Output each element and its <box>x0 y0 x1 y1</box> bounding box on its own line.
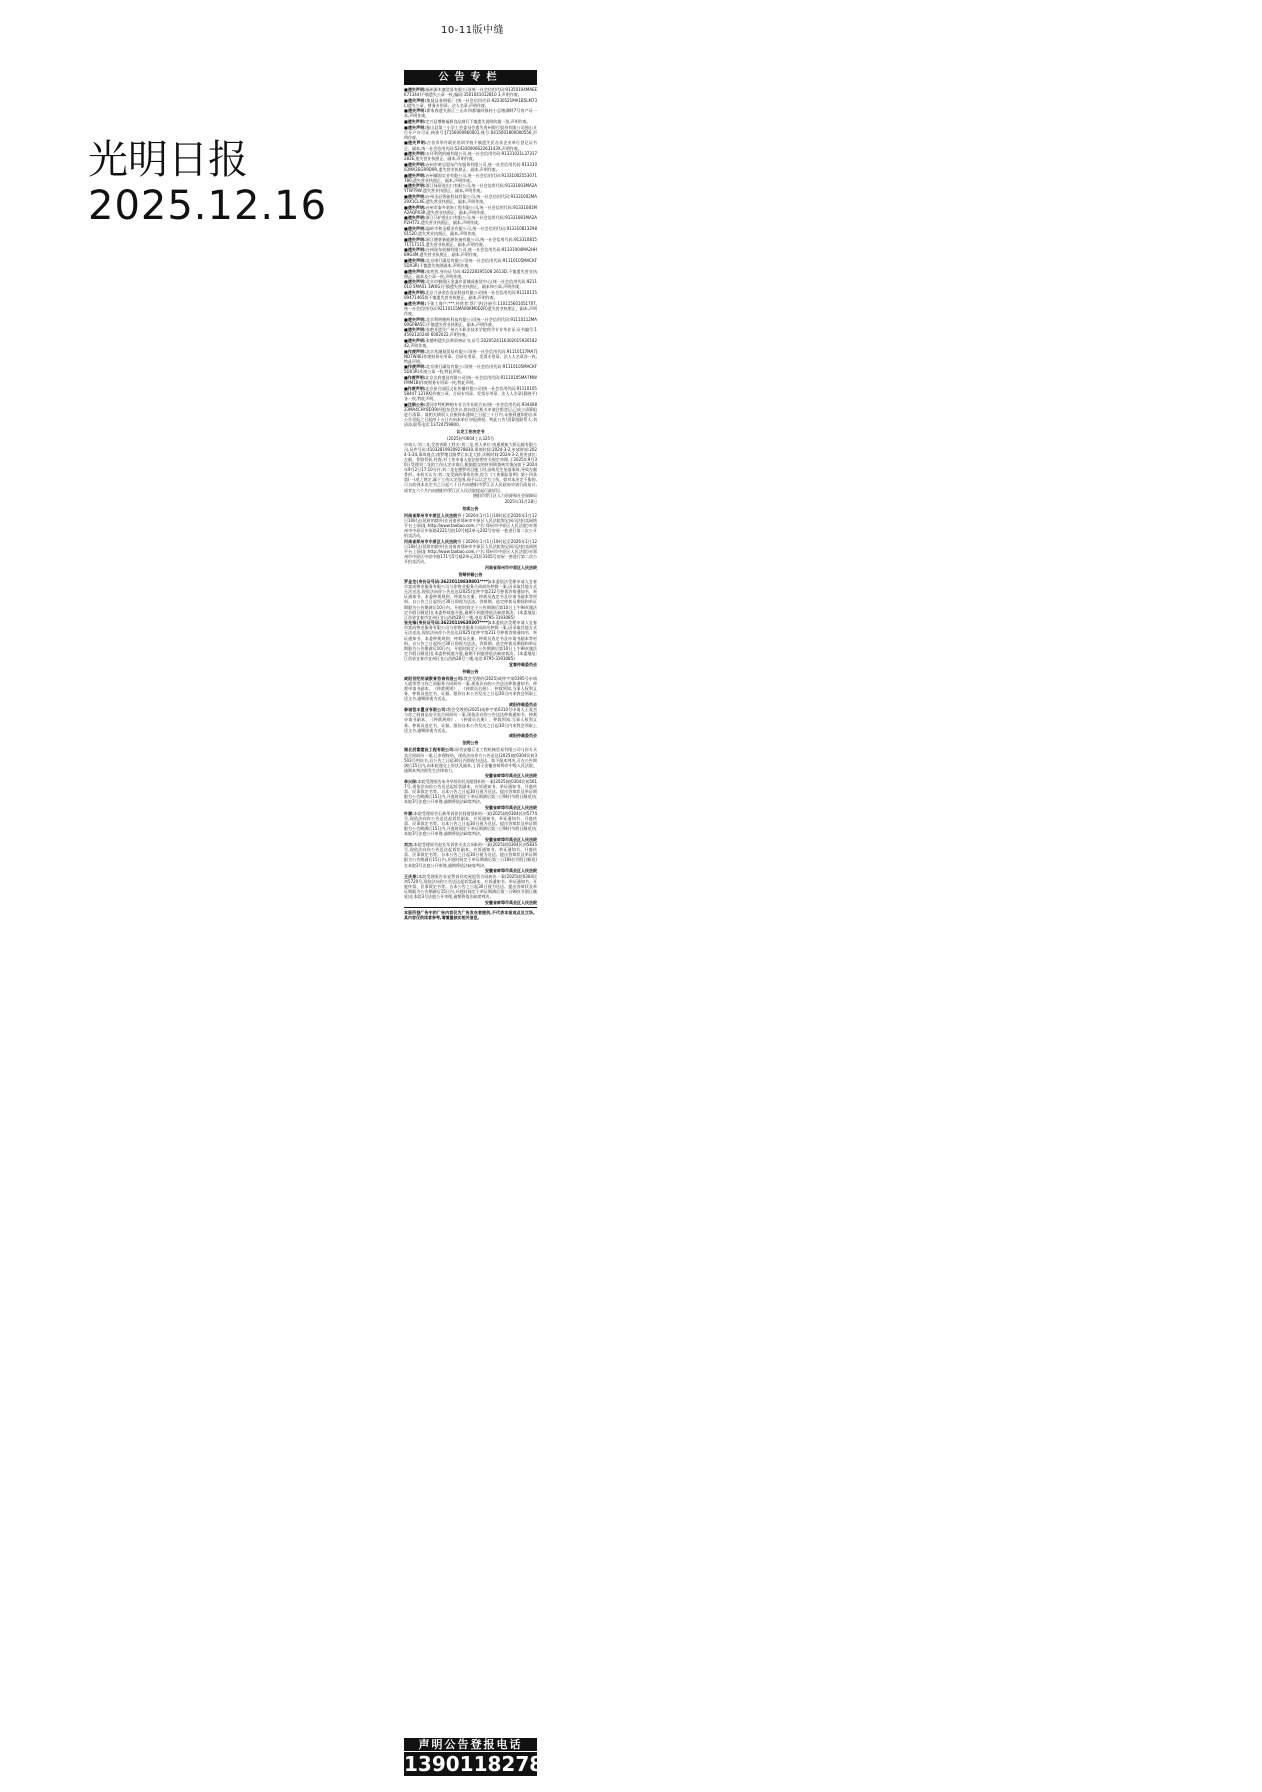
notice-heading: ■作废声明: <box>404 364 426 370</box>
notice-item <box>404 173 537 183</box>
notice-item <box>404 98 537 108</box>
notice-signoff: 咸阳仲裁委员会 <box>509 701 537 707</box>
notice-item <box>404 125 537 140</box>
notice-item <box>404 119 537 124</box>
decision-signoff: 德阳市罗江区人力资源和社会保障局 <box>473 493 537 499</box>
paper-name: 光明日报 <box>88 137 248 183</box>
notice-heading: ■遗失声明: <box>404 151 426 157</box>
notice-item <box>404 162 537 172</box>
notice-heading: 河南省郑州市中原区人民法院 <box>404 512 458 518</box>
notice-heading: ■遗失声明: <box>404 258 426 263</box>
notice-item <box>404 205 537 215</box>
notice-item <box>404 747 537 772</box>
notice-body: 浙江德豪新能源装备有限公司,统一社会信用代码:91331081571717115,遗失营业执照正、副本,声明作废。 <box>404 236 537 247</box>
disclaimer: 本版所登广告中的广告内容仅为广告发布者提供,不代表本报观点及立场。其内容仅供读者参考,请慎重核实相关信息。 <box>404 909 537 920</box>
notice-heading: ■遗失声明: <box>404 87 426 92</box>
notice-body: 集贤县春明板厂(统一社会信用代码:92230521MA1B5LM73L)遗失公章、财务专用章、法人名章,声明作废。 <box>404 97 537 108</box>
notice-body: 台州市黄岩恩东汽车服务有限公司,统一社会信用代码:91331003MA2EGR9D9R,遗失营业执照正、副本,声明作废。 <box>404 161 537 172</box>
notice-heading: ■遗失声明: <box>404 337 426 343</box>
decision-body: 申请人:刘二龙,受伤害职工姓名:刘二龙,用人单位:南通建航大桥运输有限公司,证件号码:410328199209278830,事故时间:2024-3-2,申请时间:2024-3-24,事故地点:南罗塘目路罗江东北大桥,诊断时间:2024-3-2,伤害部位:左腿、骨胳骨折,经查,对工伤申请人依法按照有关规定审理,于2025年9月30日受理刘二龙的工伤认定申请后,根据提交的材料调查核实情况如下:2024年9月2日17:10分许,刘二龙在德罗项目施工时,因故发生坠落事故,导致左腿骨折。本机关认为:刘二龙受到的事故伤害,符合《工伤保险条例》第十四条第(一)项之规定,属于工伤认定范围,现予以认定为工伤。如对本决定不服的,可自收到本决定书之日起六十日内向德阳市罗江区人民政府申请行政复议,或者在六个月内向德阳市罗江区人民法院提起行政诉讼。 <box>404 441 537 493</box>
notice-item <box>404 290 537 300</box>
notice-heading: ■作废声明: <box>404 375 426 381</box>
notice-body: 北京名府盛昌有限公司(统一社会信用代码:91110105MA7MWFMM1B)作废财务专用章一枚,特此声明。 <box>404 375 537 386</box>
notice-body: 北京立泽金农食品科技有限公司(统一社会信用代码:91110115094714654)不慎遗失营业执照正、副本,声明作废。 <box>404 290 537 301</box>
notice-heading: ■遗失声明: <box>404 119 426 125</box>
auction-list <box>404 513 537 564</box>
notice-item <box>404 140 537 150</box>
notice-item <box>404 375 537 385</box>
notice-body: 我会受理的(2025)咸仲字第0395号申请人就荣等与你之间服务合同纠纷一案,现依法向你公告送达仲裁通知书、仲裁申请书副本、《仲裁规则》、《仲裁员名册》、仲裁须知,当事人权利义务、仲裁员选定书、证据。限你自本公告发出之日起30日内来我会领取上述文书,逾期即视为送达。 <box>404 675 537 702</box>
notice-body: 温岭市和圣精业有限公司,统一社会信用代码:91331081329801520,遗失营业执照正、副本,声明作废。 <box>404 225 537 237</box>
notice-item <box>404 402 537 427</box>
footer-label: 声明公告登报电话 <box>404 1738 537 1751</box>
notice-item <box>404 779 537 804</box>
paper-date: 2025.12.16 <box>88 183 328 229</box>
notice-heading: ■遗失声明: <box>404 225 426 231</box>
notice-heading: ■遗失声明: <box>404 108 427 114</box>
notice-item <box>404 676 537 701</box>
notice-heading: ■遗失声明: <box>404 204 426 210</box>
notice-item <box>404 108 537 118</box>
notice-body: 台州晟东机械有限公司,统一社会信用代码:91331004MA2HHB9G4M,遗失营业执照正、副本,声明作废。 <box>404 247 537 258</box>
notice-heading: 河南省郑州市中原区人民法院 <box>404 538 458 544</box>
notice-heading: ■遗失声明: <box>404 300 427 306</box>
notice-item <box>404 874 537 899</box>
notice-item <box>404 707 537 732</box>
notice-item <box>404 301 537 316</box>
notice-body: 台州耀固实业有限公司,统一社会信用代码:91331002553071780,遗失营业执照正、副本,声明作废。 <box>404 172 537 183</box>
notice-body: 北京市朝阳区金盏乡雷城成畜贸中心(统一社会信用代码:9211010 5MA01 3WXG)不慎遗失营业执照正、副本和公章,声明作废。 <box>404 279 537 290</box>
notice-body: 北京星合国际文化传播有限公司(统一社会信用代码:9111010558447 1219X)作废公章、合同专用章、发票专用章、法人人名章(葛晓平)各一枚,特此声明。 <box>404 385 537 401</box>
notice-item <box>404 151 537 161</box>
footer-phone: 13901182789 <box>404 1752 558 1776</box>
notice-body: 定兴县增粮福源食品商行不慎遗失说明收据一张,声明作废。 <box>425 119 531 125</box>
auction-title: 拍卖公告 <box>462 505 479 511</box>
notice-heading: ■遗失声明: <box>404 279 426 285</box>
notice-item <box>404 237 537 247</box>
notice-body: 本院受理原告赵长军诉你买卖合同纠纷一案(2025)皖0304民初5835号,现依法向你公告送达起诉状副本、应诉通知书、举证通知书、开庭传票、民事裁定书等。自本公告之日起30日视为送达。提出答辩状及举证期限为公告期满后15日内,开庭时间定于举证期满后第三日10时(节假日顺延)在本院3号法庭公开审理,逾期将依法缺席判决。 <box>404 842 537 868</box>
notice-heading: ■注销公告: <box>404 401 426 407</box>
notice-item <box>404 194 537 204</box>
notices-list <box>404 87 537 427</box>
notice-signoff: 安徽省蚌埠市禹会区人民法院 <box>485 773 537 779</box>
notice-item <box>404 87 537 97</box>
notice-item <box>404 513 537 538</box>
court-list <box>404 747 537 904</box>
notice-body: 张德明遗失医师资格证书,证号:202052411630201593018242,声明作废。 <box>404 337 537 348</box>
notice-item <box>404 338 537 348</box>
notice-body: 北京利明德药科技有限公司(统一社会信用代码:91110112MA00GP8A5C)不慎遗失营业执照正、副本,声明作废。 <box>404 316 537 327</box>
notice-body: 将于2026年1月1日10时起至2026年1月12日10时止(延时的除外)在河南省郑州市中原区人民法院淘宝网司法拍卖网络平台上(网址:http://www.taobao.com,户名:郑州市中原区人民法院)对郑州市中原区中原路2221号院10号楼2单元202号房屋一套进行第二次公开拍卖活动。 <box>404 512 537 539</box>
decision-title: 认定工伤决定书 <box>456 429 485 434</box>
arbitration-title: 答辩仲裁公告 <box>458 571 483 577</box>
notice-item <box>404 579 537 620</box>
notice-body: 台州圣辰智能科技有限公司,统一社会信用代码:91331002MA29X1CLXE,遗失营业执照正、副本,声明作废。 <box>404 193 537 204</box>
notice-heading: 湖北辰富建设工程有限公司: <box>404 747 455 753</box>
notice-body: 本院受理原告朱冬华诉你民间借贷纠纷一案(2025)皖0304民初5617号,现依法向你公告送达起诉状副本、应诉通知书、举证通知书、开庭传票、民事裁定书等。自本公告之日起30日视为送达。提出答辩状及举证期限为公告期满后15日内,开庭时间定于举证期满后第三日9时(节假日顺延)在本院3号法庭公开审理,逾期将依法缺席判决。 <box>404 779 537 805</box>
arbitration2-list <box>404 676 537 739</box>
notice-heading: ■遗失声明: <box>404 124 426 130</box>
notice-heading: 罗金龙(身份证号码:36220119830801****): <box>404 579 492 585</box>
notice-item <box>404 349 537 364</box>
decision-number: (2025)庐0604工认325号 <box>446 436 495 442</box>
notice-signoff: 安徽省蚌埠市禹会区人民法院 <box>485 804 537 810</box>
notice-item <box>404 539 537 564</box>
notice-heading: 张先锋(身份证号码:36220119630307****): <box>404 620 492 626</box>
notice-body: 五环利剑机械有限公司,统一社会信用代码:91331021L37317282E,遗失营业执照正、副本,声明作废。 <box>404 151 537 162</box>
notice-heading: ■遗失声明: <box>404 183 426 189</box>
notice-body: 本委依法受理申请人宜春市富成物业服务有限公司与你物业服务合同纠纷仲裁一案,因采取其他方式无法送达,现依法向你公告送达(2025)宜仲字第212号仲裁答辩通知书、举证通知书、本委仲裁规则、仲裁员名册、仲裁员选定书及申请书副本等材料。自公告之日起经过30日即视为送达。答辩期、选定仲裁员期间和举证期限为公告期满后10日内。开庭时间定于公告期满后第10日上午9时(遇法定节假日顺延)在本委仲裁庭开庭,逾期不到庭将依法缺席裁决。(本委地址:江西省宜春市宜州区宜山西路28号三楼,电话:0795-3193085) <box>404 579 537 620</box>
notice-heading: ■作废声明: <box>404 348 426 354</box>
notice-heading: ■遗失声明: <box>404 290 426 296</box>
arbitration-signoff: 宜春仲裁委员会 <box>509 661 537 667</box>
notice-item <box>404 258 537 268</box>
notice-body: 张艳芳遗失广州五羊职业技术学院药学专业毕业证,证书编号:14592120240 6002022,声明作废。 <box>404 327 537 338</box>
notice-item <box>404 279 537 289</box>
notice-body: 本院受理原告朱安然诉你房屋租赁合同纠纷一案(2025)皖0304民初5720号,现依法向你公告送达起诉状副本、应诉通知书、举证通知书、开庭传票、民事裁定书等。自本公告之日起30日视为送达。提出答辩状及举证期限为公告期满后15日内,开庭时间定于举证期满后第三日9时(节假日顺延)在本院3号法庭公开审理,逾期将依法缺席判决。 <box>404 873 537 900</box>
notice-item <box>404 269 537 279</box>
notice-item <box>404 317 537 327</box>
notice-item <box>404 386 537 401</box>
notice-body: 渭河市特桁种植专业合作社联合社(统一社会信用代码:93440823MA4CHY8D39)经股东会决议,拟向登记机关申请注销登记,已成立清算组进行清算。请相关债权人自接到本通知之日起三十日内,未接到通知的自本公告见报之日起四十五日内向本单位申报债权。特此公告!清算组联系人:刘清涛,联系电话:13724759800。 <box>404 401 537 427</box>
column-title: 公告专栏 <box>404 70 537 85</box>
notice-signoff: 咸阳仲裁委员会 <box>509 733 537 739</box>
notice-body: 翟家春遗失浙江三山市四都镇四都村小总塘湖畔7号房产证一本,声明作废。 <box>404 108 537 119</box>
notice-heading: ■遗失声明: <box>404 193 426 199</box>
notice-heading: ■遗失声明: <box>404 161 426 167</box>
notice-body: 本院受理原告石新华诉你民间借贷纠纷一案(2025)皖0304民初5774号,现依法向你公告送达起诉状副本、应诉通知书、举证通知书、开庭传票、民事裁定书等。自本公告之日起30日视为送达。提出答辩状及举证期限为公告期满后15日内,开庭时间定于举证期满后第三日9时(节假日顺延)在本院3号法庭公开审理,逾期将依法缺席判决。 <box>404 810 537 836</box>
notice-heading: ■遗失声明: <box>404 140 427 146</box>
notice-heading: 咸阳世纪明诚教育咨询有限公司: <box>404 675 464 681</box>
notice-heading: ■遗失声明: <box>404 268 426 274</box>
notice-heading: ■遗失声明: <box>404 327 426 333</box>
court-title: 法院公告 <box>462 740 479 746</box>
notice-item <box>404 215 537 225</box>
notice-body: 原告安徽巨龙工程机械贸易有限公司与你方买卖合同纠纷一案,已审理终结。现依法向你方公告送达(2025)皖0304民初3503号判决书,自公告之日起30日内即视为送达。如不服本判决,可在公告期满后15日内,向本院递交上诉状及副本,上诉于安徽省蚌埠市中级人民法院。逾期本判决即发生法律效力。 <box>404 747 537 773</box>
notice-body: 北京兆融晟贸易有限公司(统一社会信用代码:91110117MA7JND7W4E)作废财务专用章、合同专用章、发票专用章、法人人名章各一枚,特此声明。 <box>404 348 537 364</box>
notice-body: 北京康行碳信有限公司(统一社会信用代码:91110105MACKF5DX3R)作废公章一枚,特此声明。 <box>404 364 537 375</box>
notice-body: 本委依法受理申请人宜春市富成物业服务有限公司与你物业服务合同纠纷仲裁一案,因采取其他方式无法送达,现依法向你公告送达(2025)宜仲字第211号仲裁答辩通知书、举证通知书、本委仲裁规则、仲裁员名册、仲裁员选定书及申请书副本等材料。自公告之日起经过30日即视为送达。答辩期、选定仲裁员期间和举证期限为公告期满后10日内。开庭时间定于公告期满后第10日上午9时(遇法定节假日顺延)在本委仲裁庭开庭,逾期不到庭将依法缺席裁决。(本委地址:江西省宜春市宜州区宜山西路28号三楼,电话:0795-3193085) <box>404 620 537 661</box>
notice-body: 福州源木旗贸易有限公司(统一社会信用代码:91350104MAEEK71344)不慎遗失公章一枚,编码:3501041012810 3,声明作废。 <box>404 87 537 98</box>
notice-item <box>404 364 537 374</box>
notice-item <box>404 327 537 337</box>
notice-heading: 王庆果: <box>404 873 419 879</box>
header-note: 10-11版中缝 <box>441 25 505 36</box>
notice-body: 将于2026年1月1日10时起至2026年1月12日10时止(延时的除外)在河南省郑州市中原区人民法院淘宝网司法拍卖网络平台上(网址:http://www.taobao.com,户名:郑州市中原区人民法院)对郑州市中原区中原中路171号5号楼2单元31层3105号房屋一套进行第二次公开拍卖活动。 <box>404 538 537 565</box>
notice-heading: ■遗失声明: <box>404 247 426 253</box>
notice-heading: 刘杰: <box>404 842 414 848</box>
notice-signoff: 安徽省蚌埠市禹会区人民法院 <box>485 899 537 905</box>
arbitration-list <box>404 579 537 661</box>
notice-body: 张营营,身份证号码:422228195108 2613D,不慎遗失营业执照正、副本及公章一枚,声明作废。 <box>404 268 537 279</box>
notice-heading: 李兴保: <box>404 779 418 784</box>
notice-item <box>404 620 537 661</box>
decision-date: 2025年11月28日 <box>504 498 537 504</box>
notice-item <box>404 842 537 867</box>
notice-heading: ■遗失声明: <box>404 172 426 178</box>
notice-item <box>404 226 537 236</box>
notice-body: 北京康行碳信有限公司(统一社会信用代码:91110105MACKF5DX3R)不慎遗失执照副本,声明作废。 <box>404 258 537 269</box>
arbitration-court-line: 河南省郑州市中原区人民法院 <box>485 564 537 570</box>
notice-body: 个体工商户:***,经营者:蔡广华(注册号:110115601051707,统一社会信用代码:92110115MA00KM0D2R)遗失营业执照正、副本,声明作废。 <box>404 300 537 316</box>
notice-body: 独山县第三小学工会委员会遗失贵州银行股份有限公司独山支行开户许可证,核准号:J7156000960001,账号:0415001800000556,声明作废。 <box>404 124 537 140</box>
arbitration2-title: 仲裁公告 <box>462 668 479 674</box>
notice-heading: ■遗失声明: <box>404 215 426 221</box>
notice-body: 吉首市华丹职业培训学校不慎遗失民办非企业单位登记证书正、副本,统一社会信用代码:52433000662263143X,声明作废。 <box>404 140 537 151</box>
notice-item <box>404 183 537 193</box>
notice-heading: ■作废声明: <box>404 385 426 391</box>
notice-body: 浙江绿留进出口有限公司,统一社会信用代码:91331003MA2AYTWT9W,遗失营业执照正、副本,声明作废。 <box>404 183 537 194</box>
notice-heading: ■遗失声明: <box>404 316 426 322</box>
notice-body: 我会受理的(2025)咸仲字第0310号申请人王爱杰与你之间商品房买卖合同纠纷一案,现依法向你公告送达仲裁通知书、仲裁申请书副本、《仲裁规则》、《仲裁员名册》、仲裁须知,当事人权利义务、仲裁员选定书、证据。限你自本公告发出之日起30日内来我会领取上述文书,逾期即视为送达。 <box>404 707 537 733</box>
notice-item <box>404 247 537 257</box>
notice-heading: 泰诚恒丰置业有限公司: <box>404 707 447 713</box>
notice-signoff: 安徽省蚌埠市禹会区人民法院 <box>485 836 537 842</box>
footer-block <box>404 1738 558 1776</box>
notice-column <box>404 70 537 1765</box>
notice-item <box>404 811 537 836</box>
notice-heading: ■遗失声明: <box>404 236 426 242</box>
notice-body: 台州市泰多装饰工程有限公司,统一社会信用代码:91331081MA2AQPX3R,遗失营业执照正、副本,声明作废。 <box>404 204 537 215</box>
notice-heading: ■遗失声明: <box>404 97 427 103</box>
notice-heading: 叶顺: <box>404 810 414 816</box>
notice-signoff: 安徽省蚌埠市禹会区人民法院 <box>485 868 537 874</box>
notice-body: 浙江马护进出口有限公司,统一社会信用代码:91331081MA2AP2H772,遗失营业执照正、副本,声明作废。 <box>404 215 537 226</box>
